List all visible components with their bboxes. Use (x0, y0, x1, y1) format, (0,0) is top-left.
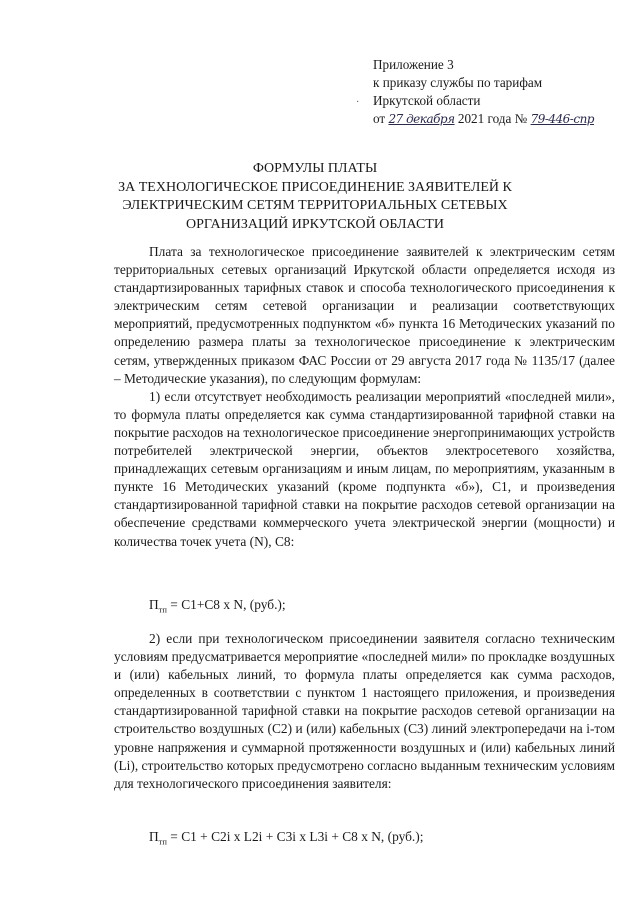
formula-1-lhs: П (149, 597, 159, 612)
appendix-line-3: Иркутской области (373, 93, 481, 108)
appendix-line-4 (373, 110, 635, 128)
formula-1-rhs: = C1+C8 x N, (руб.); (170, 597, 286, 612)
title-line-2: ЗА ТЕХНОЛОГИЧЕСКОЕ ПРИСОЕДИНЕНИЕ ЗАЯВИТЕЛЕЙ К (118, 179, 512, 195)
body-section-2 (114, 630, 615, 793)
appendix-line-2: к приказу службы по тарифам (373, 75, 543, 90)
formula-2-lhs-sub: тп (158, 836, 167, 847)
appendix-line-1: Приложение 3 (373, 57, 454, 72)
item-1-paragraph: 1) если отсутствует необходимость реализации мероприятий «последней мили», то формула платы определяется как сумма стандартизированной тарифной ставки на покрытие расходов на технологическое присоединение энергопринимающих устройств потребителей электрической энергии, объектов электросетевого хозяйства, принадлежащих сетевым организациям и иным лицам, по мероприятиям, указанным в пункте 16 Методических указаний (кроме подпункта «б»), C1, и произведения стандартизированной тарифной ставки на покрытие расходов сетевой организации на обеспечение средствами коммерческого учета электрической энергии (мощности) и количества точек учета (N), C8: (114, 388, 615, 549)
handwritten-number: 79-446-спр (530, 112, 594, 126)
body-section-1 (114, 243, 615, 551)
ink-dot: · (356, 97, 360, 108)
title-line-3: ЭЛЕКТРИЧЕСКИМ СЕТЯМ ТЕРРИТОРИАЛЬНЫХ СЕТЕВЫХ (122, 198, 508, 213)
formula-2-lhs: П (149, 829, 159, 844)
appendix-block (373, 56, 635, 128)
document-title (100, 160, 530, 234)
appendix-prefix: от (373, 111, 386, 126)
intro-paragraph: Плата за технологическое присоединение заявителей к электрическим сетям территориальных сетевых организаций Иркутской области определяется исходя из стандартизированных тарифных ставок и способа технологического присоединения к электрическим сетям сетевой организации и реализации соответствующих мероприятий, предусмотренных подпунктом «б» пункта 16 Методических указаний по определению размера платы за технологическое присоединение к электрическим сетям, утвержденных приказом ФАС России от 29 августа 2017 года № 1135/17 (далее – Методические указания), по следующим формулам: (114, 244, 615, 386)
appendix-year: 2021 года № (457, 111, 528, 126)
formula-2 (149, 828, 423, 851)
title-line-4: ОРГАНИЗАЦИЙ ИРКУТСКОЙ ОБЛАСТИ (186, 216, 444, 232)
formula-1-lhs-sub: тп (158, 604, 167, 615)
formula-2-rhs: = C1 + C2i x L2i + C3i x L3i + C8 x N, (руб.); (170, 829, 424, 844)
item-2-paragraph: 2) если при технологическом присоединении заявителя согласно техническим условиям предусматривается мероприятие «последней мили» по прокладке воздушных и (или) кабельных линий, то формула платы определяется как сумма расходов, определенных в соответствии с пунктом 1 настоящего приложения, и произведения стандартизированной тарифной ставки на покрытие расходов сетевой организации на строительство воздушных (C2) и (или) кабельных (C3) линий электропередачи на i-том уровне напряжения и суммарной протяженности воздушных и (или) кабельных линий (Li), строительство которых предусмотрено согласно выданным техническим условиям для технологического присоединения заявителя: (114, 631, 615, 791)
formula-1 (149, 596, 286, 619)
title-line-1: ФОРМУЛЫ ПЛАТЫ (252, 161, 378, 176)
handwritten-date: 27 декабря (388, 112, 455, 126)
